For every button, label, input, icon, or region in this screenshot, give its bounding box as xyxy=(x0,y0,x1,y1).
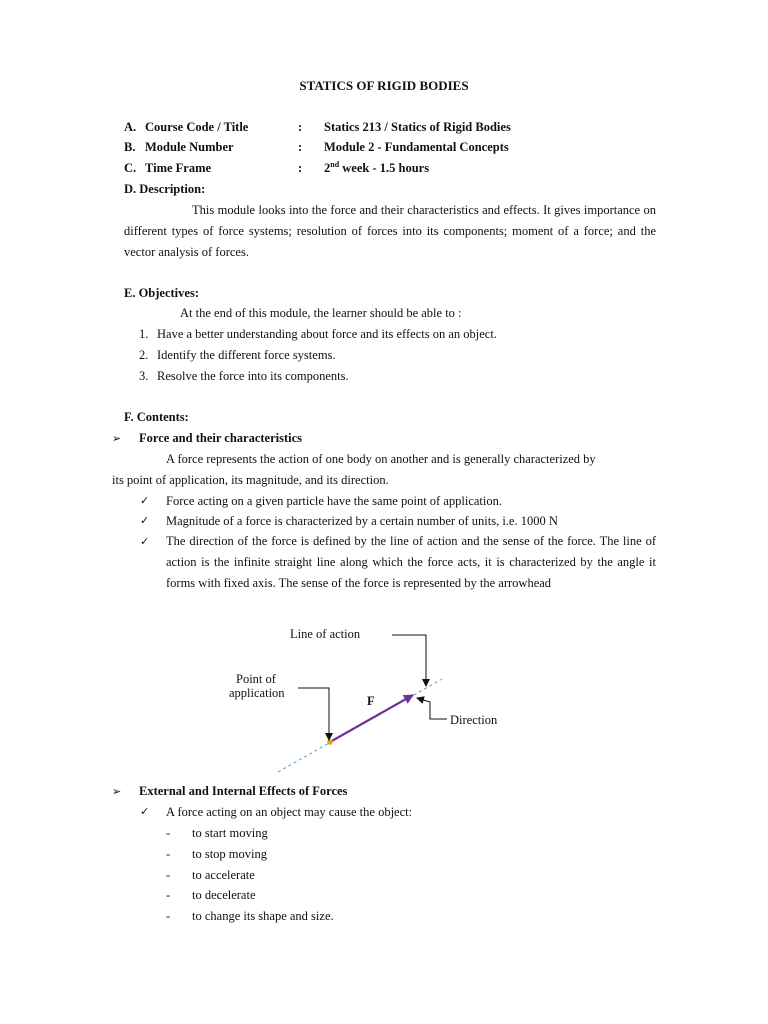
objective-item: Identify the different force systems. xyxy=(157,348,336,362)
info-value-course: Statics 213 / Statics of Rigid Bodies xyxy=(324,120,511,134)
section-title-effects: External and Internal Effects of Forces xyxy=(139,784,348,798)
dash-bullet: - xyxy=(166,888,171,902)
objectives-intro: At the end of this module, the learner should be able to : xyxy=(180,306,462,320)
direction-leader xyxy=(417,698,447,719)
objective-num: 3. xyxy=(139,369,149,383)
effect-item: to stop moving xyxy=(192,847,268,861)
arrow-bullet-icon: ➢ xyxy=(112,432,122,445)
info-label-course: Course Code / Title xyxy=(145,120,249,134)
label-line-of-action: Line of action xyxy=(290,627,361,641)
info-value-module: Module 2 - Fundamental Concepts xyxy=(324,140,509,154)
point-of-application-leader xyxy=(298,688,329,740)
check-item-direction: The direction of the force is defined by the line of action and the sense of the force. The line of action is the infinite straight line along which the force acts, it is characterized by the angle it forms with fixed axis. The sense of the force is represented by the arrowhead xyxy=(166,534,656,590)
force-paragraph-line1: A force represents the action of one body on another and is generally characterized by xyxy=(166,452,596,466)
effect-item: to decelerate xyxy=(192,888,256,902)
check-item: Force acting on a given particle have the same point of application. xyxy=(166,494,502,508)
page-title: STATICS OF RIGID BODIES xyxy=(299,78,469,93)
effect-item: to start moving xyxy=(192,826,268,840)
checkmark-icon: ✓ xyxy=(140,535,150,548)
dash-bullet: - xyxy=(166,847,171,861)
point-of-application-marker xyxy=(327,739,333,745)
dash-bullet: - xyxy=(166,868,171,882)
info-sep: : xyxy=(298,161,303,175)
info-sep: : xyxy=(298,120,303,134)
check-item: A force acting on an object may cause the object: xyxy=(166,805,413,819)
section-title-force: Force and their characteristics xyxy=(139,431,303,445)
info-label-module: Module Number xyxy=(145,140,234,154)
dash-bullet: - xyxy=(166,826,171,840)
contents-heading: F. Contents: xyxy=(124,410,189,424)
label-application: application xyxy=(229,686,285,700)
arrow-bullet-icon: ➢ xyxy=(112,785,122,798)
info-letter-b: B. xyxy=(124,140,136,154)
info-label-time: Time Frame xyxy=(145,161,212,175)
line-of-action-leader xyxy=(392,635,426,686)
checkmark-icon: ✓ xyxy=(140,514,150,527)
effect-item: to accelerate xyxy=(192,868,255,882)
description-text: This module looks into the force and their characteristics and effects. It gives importance on different types of force systems; resolution of forces into its components; moment of a force; and the vector analysis of forces. xyxy=(124,203,656,259)
info-sep: : xyxy=(298,140,303,154)
dash-bullet: - xyxy=(166,909,171,923)
effect-item: to change its shape and size. xyxy=(192,909,334,923)
checkmark-icon: ✓ xyxy=(140,805,150,818)
checkmark-icon: ✓ xyxy=(140,494,150,507)
objective-item: Resolve the force into its components. xyxy=(157,369,349,383)
force-paragraph-line2: its point of application, its magnitude, and its direction. xyxy=(112,473,389,487)
info-value-time-num: 2 xyxy=(324,161,331,175)
objective-num: 1. xyxy=(139,327,149,341)
info-value-time-ordinal: nd xyxy=(330,159,340,169)
info-letter-c: C. xyxy=(124,161,137,175)
objectives-heading: E. Objectives: xyxy=(124,286,199,300)
check-item: Magnitude of a force is characterized by a certain number of units, i.e. 1000 N xyxy=(166,514,558,528)
label-point-of: Point of xyxy=(236,672,276,686)
label-direction: Direction xyxy=(450,713,498,727)
info-letter-a: A. xyxy=(124,120,137,134)
info-value-time-rest: week - 1.5 hours xyxy=(339,161,430,175)
objective-item: Have a better understanding about force and its effects on an object. xyxy=(157,327,497,341)
objective-num: 2. xyxy=(139,348,149,362)
label-force-f: F xyxy=(367,694,375,708)
description-heading: D. Description: xyxy=(124,182,206,196)
